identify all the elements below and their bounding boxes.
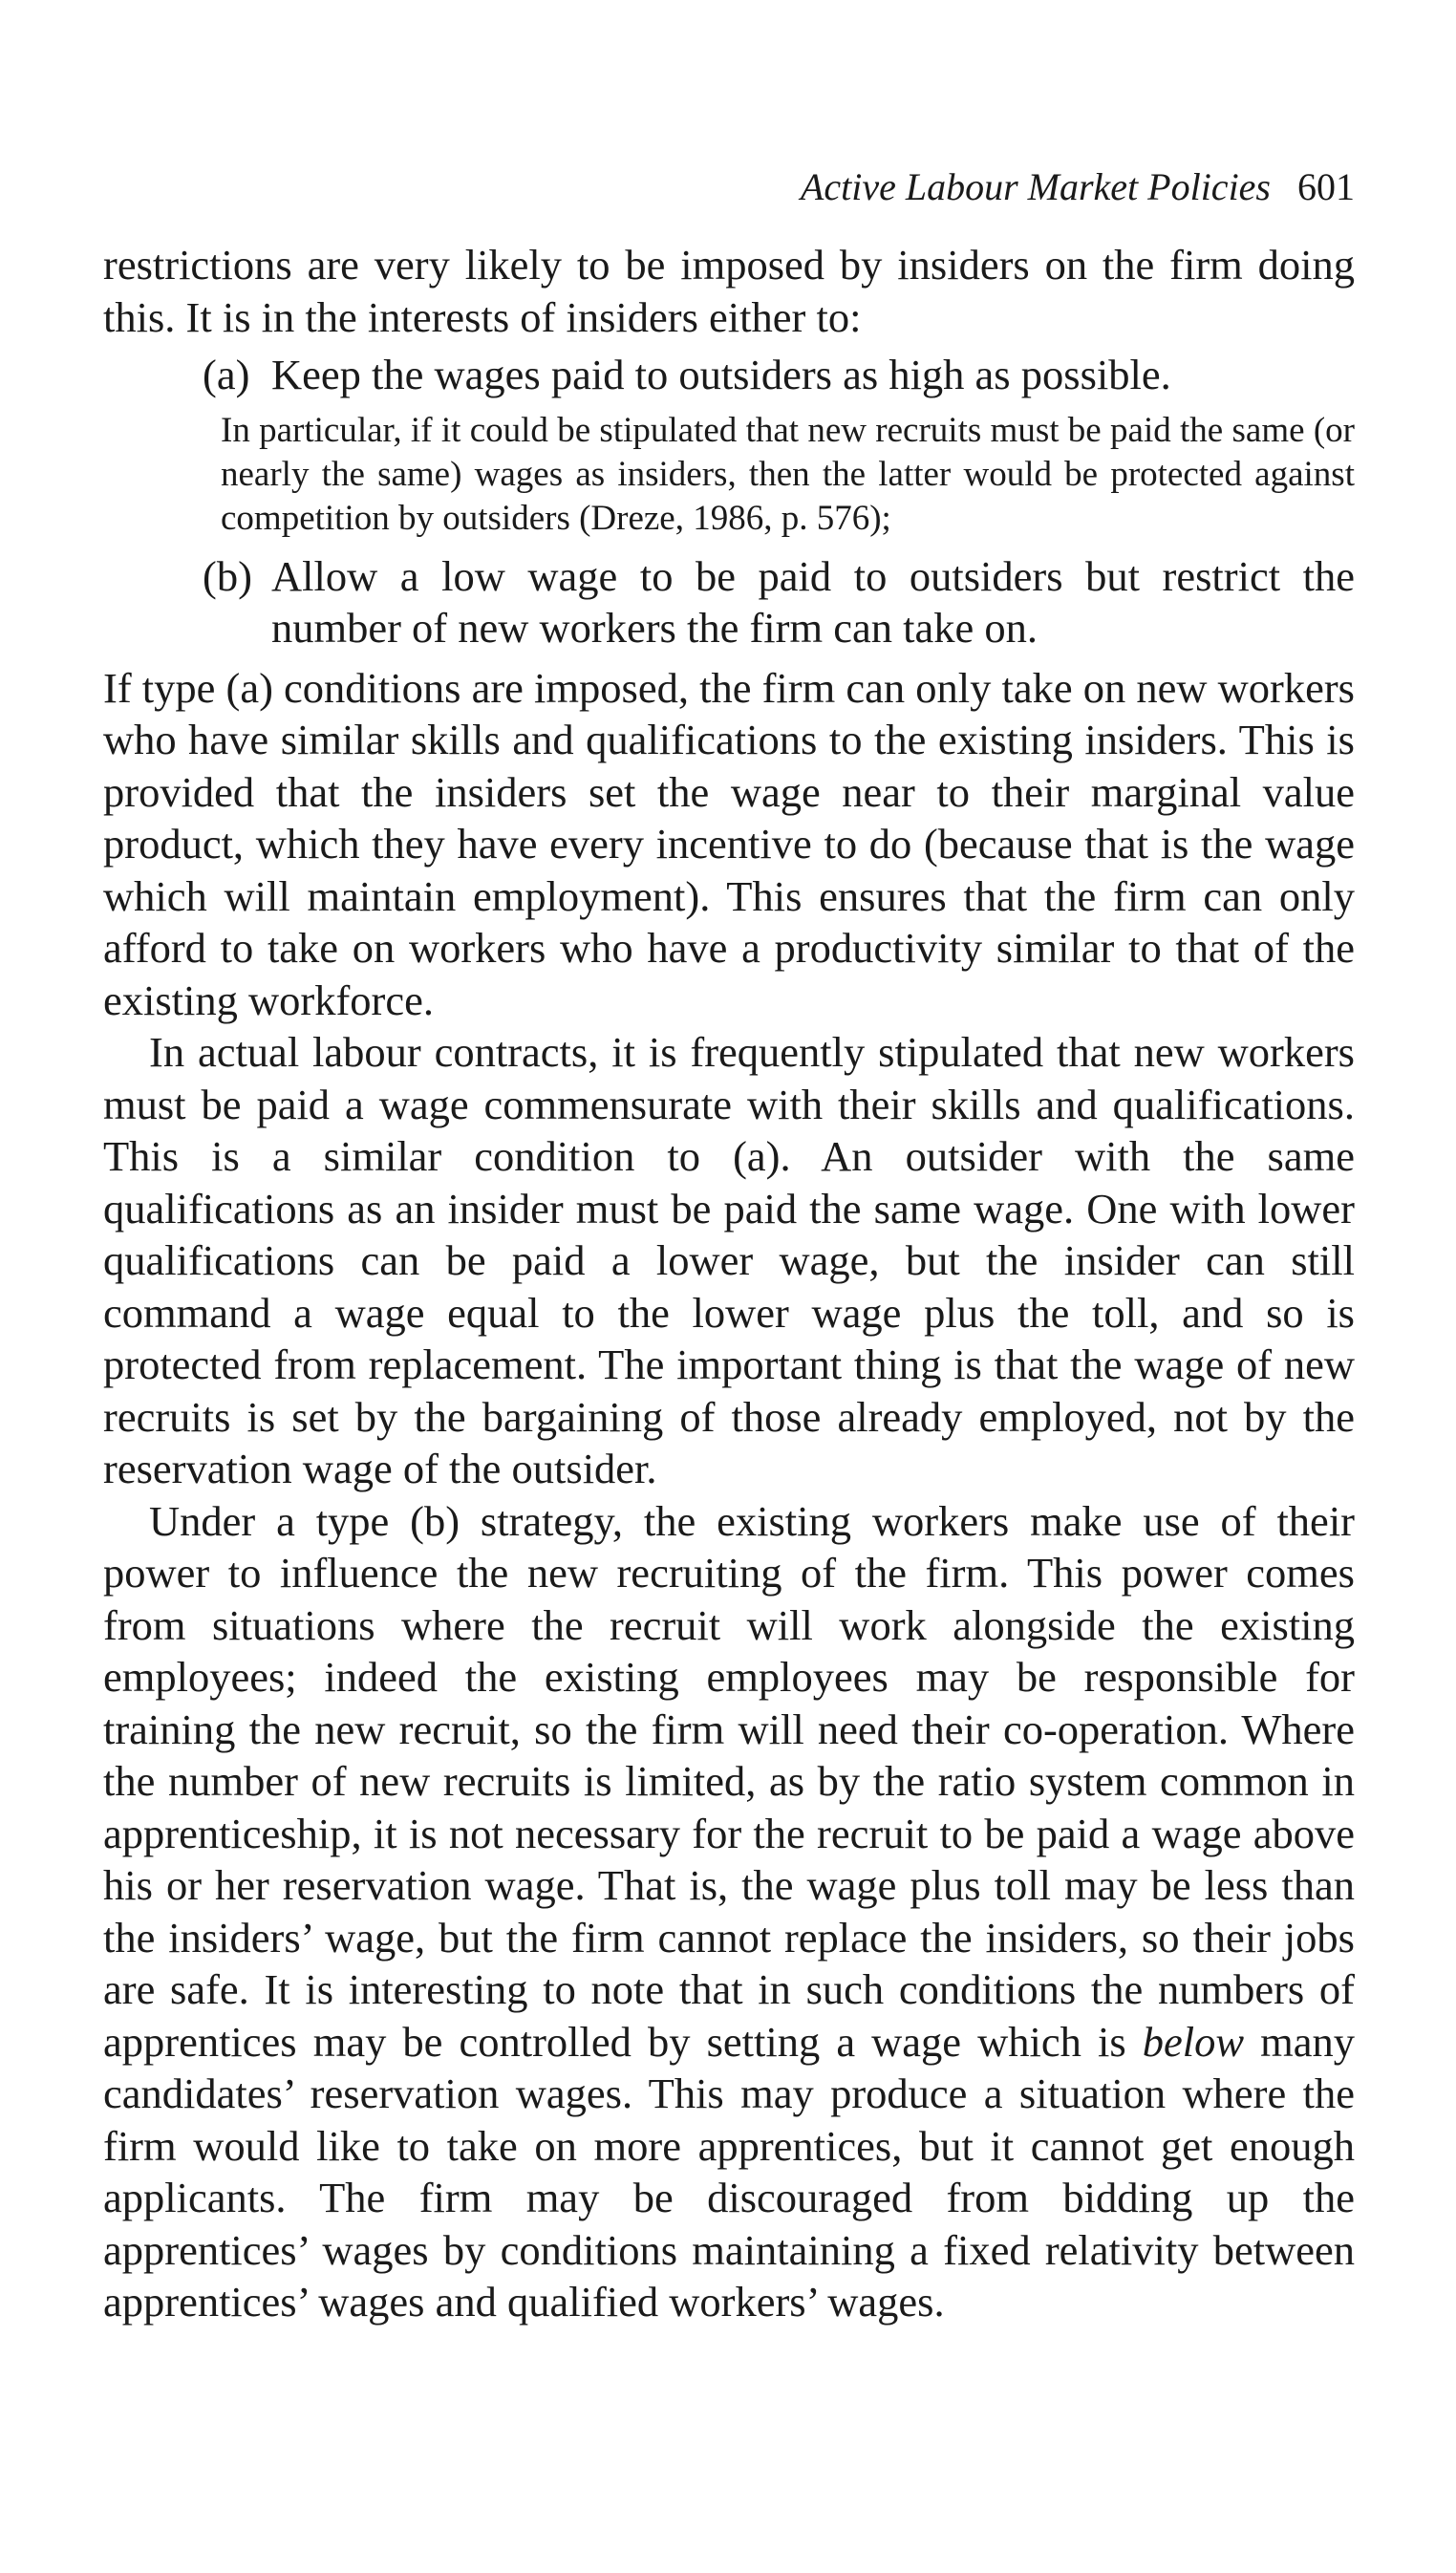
paragraph-4-text-start: Under a type (b) strategy, the existing workers make use of their power to influence the new recruiting of the firm. This power comes from situations where the recruit will work alongside the existing employees; indeed the existing employees may be responsible for training the new recruit, so the firm will need their co-operation. Where the number of new recruits is limited, as by the ratio system common in apprenticeship, it is not necessary for the recruit to be paid a wage above his or her reservation wage. That is, the wage plus toll may be less than the insiders’ wage, but the firm cannot replace the insiders, so their jobs are safe. It is interesting to note that in such conditions the numbers of apprentices may be controlled by setting a wage which is: [103, 1496, 1355, 2066]
book-page: [103, 164, 1355, 2328]
list-marker-a: (a): [203, 351, 250, 398]
paragraph-2: If type (a) conditions are imposed, the firm can only take on new workers who have similar skills and qualifications to the existing insiders. This is provided that the insiders set the wage near to their marginal value product, which they have every incentive to do (because that is the wage which will maintain employment). This ensures that the firm can only afford to take on workers who have a productivity similar to that of the existing workforce.: [103, 663, 1355, 1024]
paragraph-4-text-end: many candidates’ reservation wages. This may produce a situation where the firm would like to take on more apprentices, but it cannot get enough applicants. The firm may be discouraged from bidding up the apprentices’ wages by conditions maintaining a fixed relativity between apprentices’ wages and qualified workers’ wages.: [103, 2017, 1355, 2326]
running-header: [103, 164, 1355, 210]
list-item-a: [103, 349, 1355, 401]
list-item-b: [103, 550, 1355, 654]
list-item-a-text: Keep the wages paid to outsiders as high as possible.: [271, 351, 1171, 398]
paragraph-4-emphasis: below: [1142, 2017, 1245, 2066]
list-item-b-text: Allow a low wage to be paid to outsiders but restrict the number of new workers the firm can take on.: [271, 551, 1355, 652]
paragraph-4: [103, 1495, 1355, 2328]
running-title: Active Labour Market Policies: [800, 165, 1271, 208]
block-quote: In particular, if it could be stipulated that new recruits must be paid the same (or nearly the same) wages as insiders, then the latter would be protected against competition by outsiders (Dreze, 1986, p. 576);: [221, 410, 1355, 538]
paragraph-3: In actual labour contracts, it is frequently stipulated that new workers must be paid a wage commensurate with their skills and qualifications. This is a similar condition to (a). An outsider with the same qualifications as an insider must be paid the same wage. One with lower qualifications can be paid a lower wage, but the insider can still command a wage equal to the lower wage plus the toll, and so is protected from replacement. The important thing is that the wage of new recruits is set by the bargaining of those already employed, not by the reservation wage of the outsider.: [103, 1028, 1355, 1492]
page-number: 601: [1297, 165, 1355, 208]
paragraph-1: restrictions are very likely to be imposed by insiders on the firm doing this. It is in the interests of insiders either to:: [103, 241, 1355, 341]
list-marker-b: (b): [203, 551, 252, 600]
